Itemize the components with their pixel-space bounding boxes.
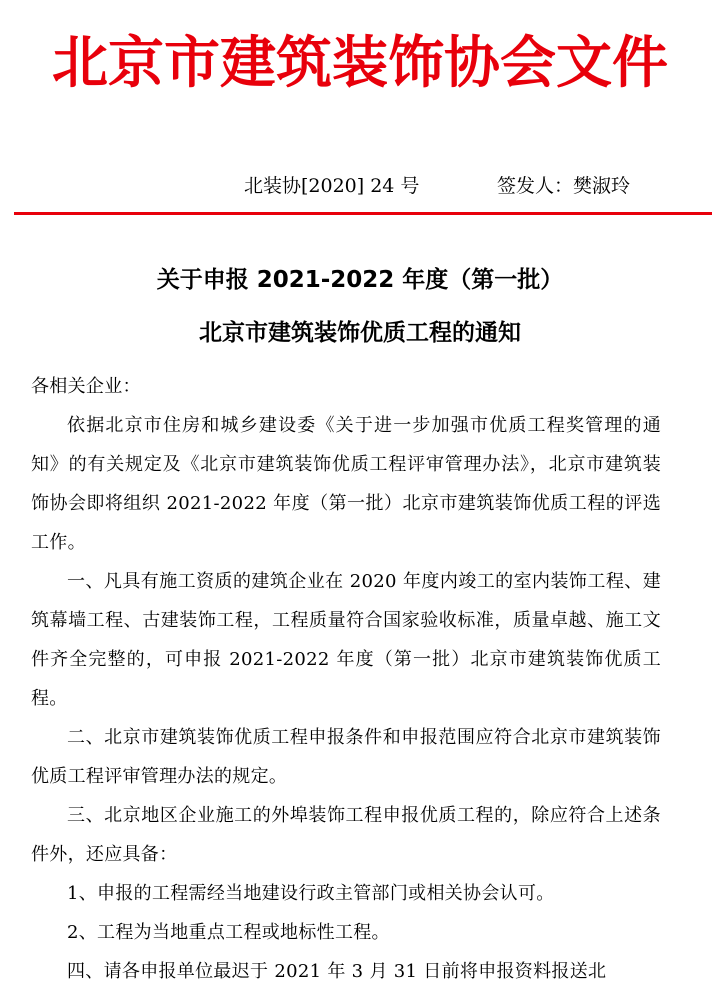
red-divider-line	[14, 212, 712, 215]
issuer-signature: 签发人：樊淑玲	[497, 175, 631, 197]
document-number: 北装协[2020] 24 号	[244, 175, 420, 197]
notice-title-line-2: 北京市建筑装饰优质工程的通知	[199, 320, 521, 346]
document-meta	[0, 168, 720, 204]
notice-body	[31, 367, 661, 991]
paragraph-item-4: 四、请各申报单位最迟于 2021 年 3 月 31 日前将申报资料报送北	[67, 961, 607, 982]
paragraph-basis: 依据北京市住房和城乡建设委《关于进一步加强市优质工程奖管理的通知》的有关规定及《北京市建筑装饰优质工程评审管理办法》，北京市建筑装饰协会即将组织 2021-2022 年度（第一批）北京市建筑装饰优质工程的评选工作。	[31, 415, 661, 553]
notice-title-line-1: 关于申报 2021-2022 年度（第一批）	[156, 267, 564, 293]
paragraph-item-2: 二、北京市建筑装饰优质工程申报条件和申报范围应符合北京市建筑装饰优质工程评审管理办法的规定。	[31, 727, 661, 787]
document-masthead: 北京市建筑装饰协会文件	[52, 31, 668, 96]
paragraph-item-1: 一、凡具有施工资质的建筑企业在 2020 年度内竣工的室内装饰工程、建筑幕墙工程、古建装饰工程，工程质量符合国家验收标准，质量卓越、施工文件齐全完整的，可申报 2021-2022 年度（第一批）北京市建筑装饰优质工程。	[31, 571, 661, 709]
salutation: 各相关企业：	[31, 376, 141, 397]
paragraph-item-3: 三、北京地区企业施工的外埠装饰工程申报优质工程的，除应符合上述条件外，还应具备：	[31, 805, 661, 865]
paragraph-subitem-2: 2、工程为当地重点工程或地标性工程。	[67, 922, 390, 943]
paragraph-subitem-1: 1、申报的工程需经当地建设行政主管部门或相关协会认可。	[67, 883, 555, 904]
